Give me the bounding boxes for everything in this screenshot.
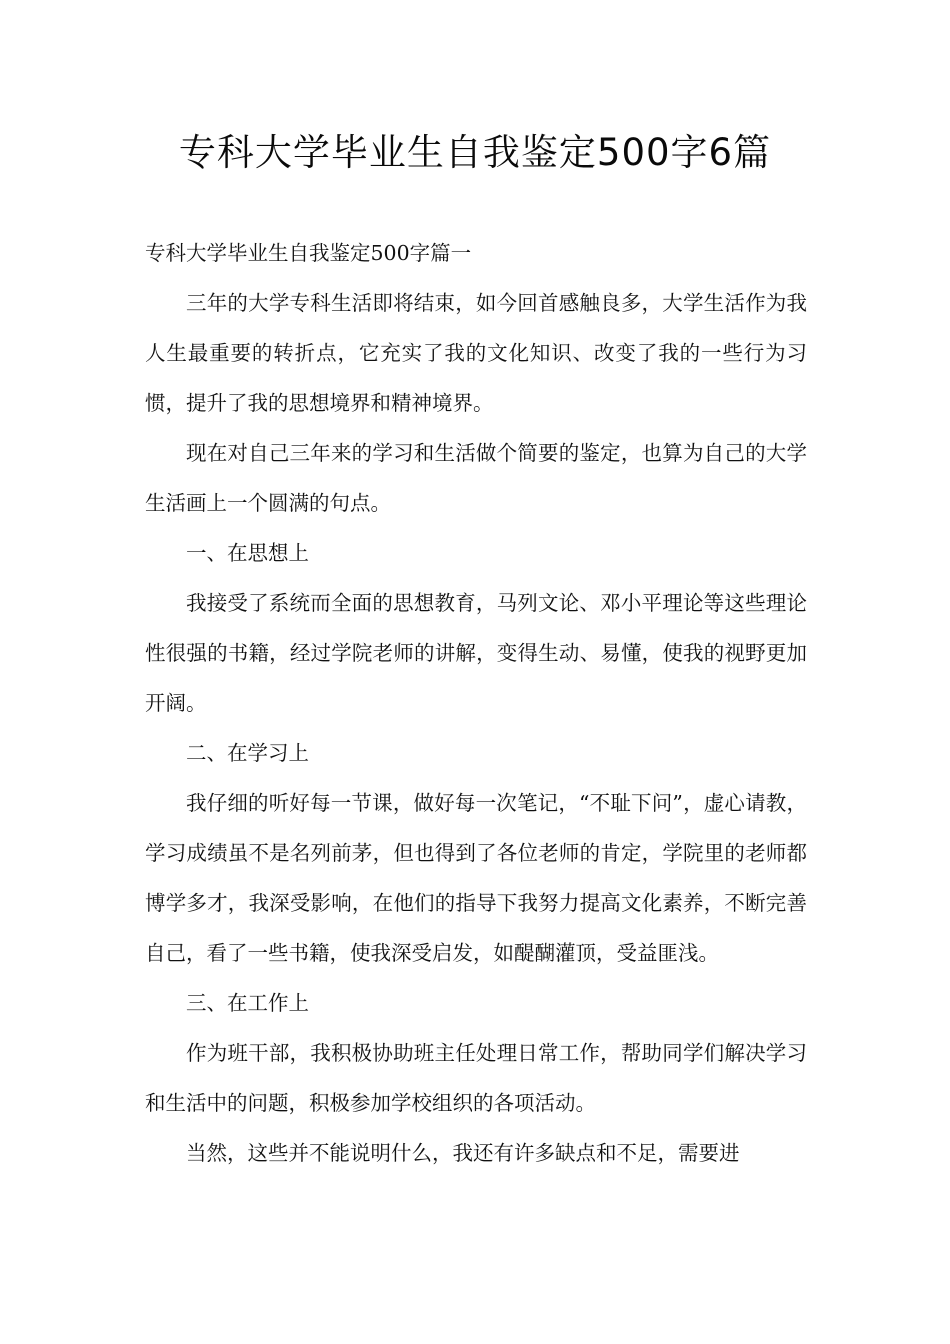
paragraph-thought: 我接受了系统而全面的思想教育，马列文论、邓小平理论等这些理论性很强的书籍，经过学院老师的讲解，变得生动、易懂，使我的视野更加开阔。 — [145, 591, 807, 715]
paragraph-summary: 现在对自己三年来的学习和生活做个简要的鉴定，也算为自己的大学生活画上一个圆满的句点。 — [145, 441, 807, 515]
paragraph-intro: 三年的大学专科生活即将结束，如今回首感触良多，大学生活作为我人生最重要的转折点，它充实了我的文化知识、改变了我的一些行为习惯，提升了我的思想境界和精神境界。 — [145, 291, 807, 415]
document-body — [145, 228, 807, 1178]
paragraph-work: 作为班干部，我积极协助班主任处理日常工作，帮助同学们解决学习和生活中的问题，积极参加学校组织的各项活动。 — [145, 1041, 807, 1115]
document-title: 专科大学毕业生自我鉴定500字6篇 — [178, 131, 772, 174]
heading-work: 三、在工作上 — [186, 991, 309, 1015]
paragraph-study: 我仔细的听好每一节课，做好每一次笔记，“不耻下问”，虚心请教，学习成绩虽不是名列前茅，但也得到了各位老师的肯定，学院里的老师都博学多才，我深受影响，在他们的指导下我努力提高文化素养，不断完善自己，看了一些书籍，使我深受启发，如醍醐灌顶，受益匪浅。 — [145, 791, 807, 965]
paragraph-shortcomings: 当然，这些并不能说明什么，我还有许多缺点和不足，需要进 — [186, 1141, 740, 1165]
heading-thought: 一、在思想上 — [186, 541, 309, 565]
heading-study: 二、在学习上 — [186, 741, 309, 765]
section-title: 专科大学毕业生自我鉴定500字篇一 — [145, 241, 472, 265]
